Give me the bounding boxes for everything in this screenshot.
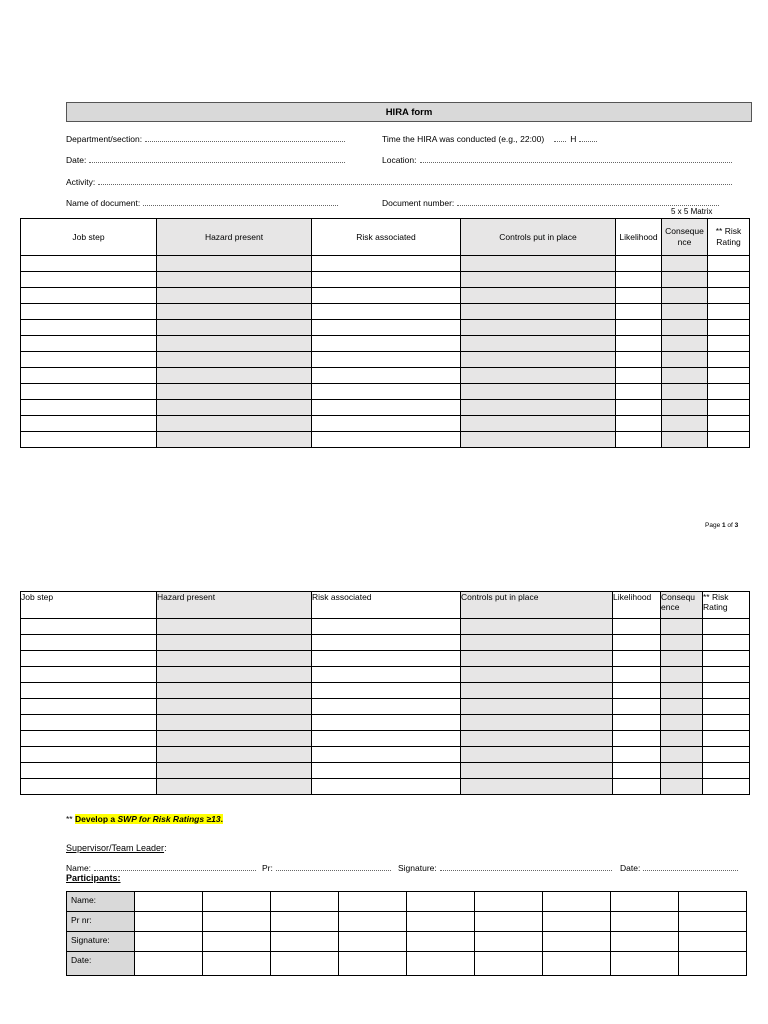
table-cell[interactable] [662,352,708,368]
participant-cell[interactable] [611,952,679,976]
table-cell[interactable] [157,384,312,400]
table-cell[interactable] [21,304,157,320]
table-cell[interactable] [312,715,461,731]
table-cell[interactable] [661,715,703,731]
supervisor-name-label: Name: [66,863,92,873]
date-input[interactable] [89,154,345,163]
participant-cell[interactable] [203,932,271,952]
table-cell[interactable] [157,699,312,715]
table-cell[interactable] [613,683,661,699]
table-cell[interactable] [616,400,662,416]
table-cell[interactable] [703,731,750,747]
table-cell[interactable] [21,715,157,731]
table-cell[interactable] [616,288,662,304]
table-cell[interactable] [613,747,661,763]
header-consequence: Conseque nce [662,219,708,256]
table-cell[interactable] [703,619,750,635]
table-cell[interactable] [661,619,703,635]
table-cell[interactable] [461,400,616,416]
table-cell[interactable] [703,651,750,667]
table-cell[interactable] [613,667,661,683]
participant-cell[interactable] [135,952,203,976]
table-header-row [21,219,750,256]
table-cell[interactable] [157,651,312,667]
supervisor-heading [66,843,167,853]
supervisor-date-input[interactable] [643,862,738,871]
table-row [21,432,750,448]
hira-table-page1 [20,218,750,448]
table-cell[interactable] [703,715,750,731]
table-cell[interactable] [613,779,661,795]
table-cell[interactable] [703,747,750,763]
participant-cell[interactable] [339,932,407,952]
table-cell[interactable] [21,779,157,795]
table-cell[interactable] [461,763,613,779]
table-cell[interactable] [157,320,312,336]
header-job-step: Job step [21,219,157,256]
participant-cell[interactable] [135,932,203,952]
supervisor-signature-label: Signature: [398,863,437,873]
table-cell[interactable] [312,699,461,715]
table-cell[interactable] [21,336,157,352]
participant-cell[interactable] [475,912,543,932]
table-row [21,272,750,288]
supervisor-name-input[interactable] [94,862,256,871]
participant-cell[interactable] [611,892,679,912]
participants-row-label: Pr nr: [67,912,135,932]
table-cell[interactable] [703,683,750,699]
table-cell[interactable] [312,336,461,352]
table-cell[interactable] [662,256,708,272]
table-cell[interactable] [21,667,157,683]
table-cell[interactable] [21,368,157,384]
participant-cell[interactable] [135,892,203,912]
table-cell[interactable] [616,432,662,448]
participant-cell[interactable] [271,952,339,976]
name-of-document-label: Name of document: [66,198,141,208]
table-cell[interactable] [157,336,312,352]
table-cell[interactable] [312,352,461,368]
table-cell[interactable] [312,635,461,651]
table-cell[interactable] [703,779,750,795]
table-cell[interactable] [461,619,613,635]
activity-input[interactable] [98,176,732,185]
time-field[interactable] [382,133,597,144]
table-cell[interactable] [312,683,461,699]
page-number-prefix: Page [705,522,722,529]
table-cell[interactable] [662,400,708,416]
table-cell[interactable] [616,320,662,336]
table-cell[interactable] [708,336,750,352]
document-number-label: Document number: [382,198,455,208]
table-cell[interactable] [157,416,312,432]
table-cell[interactable] [708,368,750,384]
table-cell[interactable] [461,416,616,432]
table-cell[interactable] [703,699,750,715]
table-cell[interactable] [21,352,157,368]
supervisor-pr-input[interactable] [276,862,391,871]
table-row [21,635,750,651]
table-cell[interactable] [616,384,662,400]
table-cell[interactable] [613,731,661,747]
time-unit-input[interactable] [579,133,597,142]
participant-cell[interactable] [543,932,611,952]
department-input[interactable] [145,133,345,142]
location-field[interactable] [382,154,732,165]
table-cell[interactable] [661,651,703,667]
table-row [21,384,750,400]
participant-cell[interactable] [203,892,271,912]
supervisor-pr-field[interactable] [262,862,391,873]
table-cell[interactable] [21,747,157,763]
table-cell[interactable] [312,416,461,432]
table-cell[interactable] [157,683,312,699]
table-cell[interactable] [661,699,703,715]
table-cell[interactable] [616,272,662,288]
participants-row [67,932,747,952]
table-cell[interactable] [661,635,703,651]
table-cell[interactable] [312,731,461,747]
activity-label: Activity: [66,177,96,187]
header-controls: Controls put in place [461,592,613,619]
table-cell[interactable] [312,667,461,683]
table-cell[interactable] [157,288,312,304]
table-row [21,731,750,747]
participants-row-label: Signature: [67,932,135,952]
time-input[interactable] [554,133,566,142]
table-cell[interactable] [662,304,708,320]
supervisor-heading-colon: : [164,843,167,853]
table-cell[interactable] [708,352,750,368]
table-cell[interactable] [157,619,312,635]
table-cell[interactable] [703,635,750,651]
table-cell[interactable] [21,731,157,747]
table-row [21,336,750,352]
participant-cell[interactable] [271,892,339,912]
table-cell[interactable] [21,699,157,715]
table-cell[interactable] [613,763,661,779]
table-row [21,683,750,699]
table-cell[interactable] [461,683,613,699]
table-cell[interactable] [616,352,662,368]
participant-cell[interactable] [679,932,747,952]
table-cell[interactable] [312,432,461,448]
location-label: Location: [382,155,417,165]
table-cell[interactable] [708,384,750,400]
table-cell[interactable] [708,432,750,448]
table-cell[interactable] [461,715,613,731]
participant-cell[interactable] [407,932,475,952]
note-text-start: Develop a [74,814,118,824]
department-field[interactable] [66,133,345,144]
participant-cell[interactable] [611,932,679,952]
participant-cell[interactable] [339,952,407,976]
table-cell[interactable] [21,288,157,304]
table-cell[interactable] [461,747,613,763]
table-cell[interactable] [461,432,616,448]
table-row [21,368,750,384]
table-cell[interactable] [157,400,312,416]
header-risk-rating: ** Risk Rating [703,592,750,619]
date-label: Date: [66,155,87,165]
participant-cell[interactable] [679,912,747,932]
page-number-current: 1 [722,522,726,529]
table-cell[interactable] [708,400,750,416]
table-cell[interactable] [157,667,312,683]
table-cell[interactable] [21,256,157,272]
table-row [21,304,750,320]
table-row [21,667,750,683]
table-cell[interactable] [21,416,157,432]
table-cell[interactable] [157,763,312,779]
swp-note [66,814,223,824]
table-cell[interactable] [21,683,157,699]
participant-cell[interactable] [407,892,475,912]
table-cell[interactable] [157,635,312,651]
table-cell[interactable] [662,416,708,432]
participant-cell[interactable] [611,912,679,932]
table-cell[interactable] [613,619,661,635]
table-cell[interactable] [461,256,616,272]
table-cell[interactable] [662,432,708,448]
name-of-document-field[interactable] [66,197,338,208]
time-label: Time the HIRA was conducted (e.g., 22:00) [382,134,545,144]
table-row [21,779,750,795]
page-number [705,522,738,529]
header-job-step: Job step [21,592,157,619]
table-row [21,256,750,272]
table-cell[interactable] [157,352,312,368]
table-row [21,288,750,304]
table-cell[interactable] [616,304,662,320]
table-cell[interactable] [21,763,157,779]
table-cell[interactable] [661,779,703,795]
table-cell[interactable] [461,667,613,683]
supervisor-date-field[interactable] [620,862,738,873]
table-cell[interactable] [613,651,661,667]
header-controls: Controls put in place [461,219,616,256]
supervisor-pr-label: Pr: [262,863,273,873]
table-cell[interactable] [461,635,613,651]
table-cell[interactable] [461,368,616,384]
table-cell[interactable] [21,400,157,416]
page-number-total: 3 [734,522,739,529]
table-cell[interactable] [312,779,461,795]
table-cell[interactable] [461,352,616,368]
table-cell[interactable] [661,683,703,699]
table-cell[interactable] [21,272,157,288]
table-cell[interactable] [613,715,661,731]
header-risk-rating: ** Risk Rating [708,219,750,256]
table-row [21,320,750,336]
table-cell[interactable] [461,304,616,320]
activity-field[interactable] [66,176,732,187]
participant-cell[interactable] [679,952,747,976]
table-cell[interactable] [21,384,157,400]
participant-cell[interactable] [543,952,611,976]
supervisor-heading-text: Supervisor/Team Leader [66,843,165,853]
table-cell[interactable] [157,747,312,763]
note-text-end: . [220,814,223,824]
supervisor-signature-input[interactable] [440,862,612,871]
table-cell[interactable] [708,320,750,336]
supervisor-name-field[interactable] [66,862,256,873]
table-row [21,715,750,731]
table-row [21,763,750,779]
table-cell[interactable] [461,320,616,336]
participant-cell[interactable] [543,912,611,932]
table-cell[interactable] [21,619,157,635]
table-cell[interactable] [461,384,616,400]
table-cell[interactable] [661,731,703,747]
header-risk-associated: Risk associated [312,219,461,256]
table-cell[interactable] [708,272,750,288]
table-cell[interactable] [703,763,750,779]
table-cell[interactable] [461,288,616,304]
table-cell[interactable] [662,320,708,336]
participant-cell[interactable] [135,912,203,932]
time-unit: H [570,134,577,144]
table-cell[interactable] [661,763,703,779]
participant-cell[interactable] [339,892,407,912]
department-label: Department/section: [66,134,143,144]
participants-table [66,891,747,976]
participant-cell[interactable] [475,932,543,952]
participants-row [67,912,747,932]
table-cell[interactable] [616,336,662,352]
table-cell[interactable] [703,667,750,683]
table-cell[interactable] [157,256,312,272]
table-cell[interactable] [461,699,613,715]
table-cell[interactable] [157,715,312,731]
table-header-row [21,592,750,619]
participant-cell[interactable] [679,892,747,912]
location-input[interactable] [420,154,732,163]
note-prefix: ** [66,814,75,824]
table-cell[interactable] [312,320,461,336]
matrix-label: 5 x 5 Matrix [671,207,713,216]
table-cell[interactable] [461,731,613,747]
table-cell[interactable] [312,272,461,288]
table-row [21,619,750,635]
document-number-input[interactable] [457,197,719,206]
participants-heading: Participants: [66,873,121,883]
participant-cell[interactable] [271,932,339,952]
note-text-em: SWP for Risk Ratings ≥13 [117,814,221,824]
supervisor-date-label: Date: [620,863,641,873]
participant-cell[interactable] [407,912,475,932]
participant-cell[interactable] [475,892,543,912]
participant-cell[interactable] [271,912,339,932]
table-cell[interactable] [616,416,662,432]
header-likelihood: Likelihood [613,592,661,619]
participant-cell[interactable] [407,952,475,976]
table-cell[interactable] [461,651,613,667]
table-cell[interactable] [157,779,312,795]
table-cell[interactable] [21,432,157,448]
participant-cell[interactable] [475,952,543,976]
table-cell[interactable] [708,304,750,320]
header-hazard-present: Hazard present [157,592,312,619]
table-cell[interactable] [613,699,661,715]
table-cell[interactable] [662,288,708,304]
page-number-middle: of [725,522,735,529]
table-cell[interactable] [461,779,613,795]
table-cell[interactable] [461,272,616,288]
table-cell[interactable] [661,747,703,763]
header-risk-associated: Risk associated [312,592,461,619]
table-row [21,699,750,715]
table-cell[interactable] [21,635,157,651]
document-number-field[interactable] [382,197,719,208]
table-cell[interactable] [312,384,461,400]
table-cell[interactable] [312,619,461,635]
table-cell[interactable] [461,336,616,352]
table-cell[interactable] [662,368,708,384]
participants-row-label: Date: [67,952,135,976]
table-cell[interactable] [708,416,750,432]
note-highlight [75,814,223,824]
table-cell[interactable] [157,304,312,320]
table-cell[interactable] [613,635,661,651]
table-cell[interactable] [662,272,708,288]
table-cell[interactable] [312,400,461,416]
table-cell[interactable] [662,384,708,400]
table-cell[interactable] [708,256,750,272]
participant-cell[interactable] [339,912,407,932]
name-of-document-input[interactable] [143,197,338,206]
form-title: HIRA form [66,102,752,122]
table-cell[interactable] [157,272,312,288]
hira-table-page2 [20,591,750,795]
table-cell[interactable] [616,368,662,384]
participant-cell[interactable] [543,892,611,912]
table-row [21,352,750,368]
participant-cell[interactable] [203,952,271,976]
date-field[interactable] [66,154,345,165]
header-consequence: Consequ ence [661,592,703,619]
table-cell[interactable] [21,651,157,667]
table-row [21,416,750,432]
table-cell[interactable] [157,731,312,747]
table-cell[interactable] [312,368,461,384]
table-cell[interactable] [312,256,461,272]
supervisor-signature-field[interactable] [398,862,612,873]
table-cell[interactable] [312,747,461,763]
header-likelihood: Likelihood [616,219,662,256]
table-cell[interactable] [157,368,312,384]
table-cell[interactable] [157,432,312,448]
header-hazard-present: Hazard present [157,219,312,256]
table-row [21,651,750,667]
participants-row [67,952,747,976]
table-cell[interactable] [708,288,750,304]
table-row [21,400,750,416]
table-cell[interactable] [312,763,461,779]
table-row [21,747,750,763]
table-cell[interactable] [21,320,157,336]
participants-row [67,892,747,912]
table-cell[interactable] [312,304,461,320]
table-cell[interactable] [661,667,703,683]
table-cell[interactable] [662,336,708,352]
participants-row-label: Name: [67,892,135,912]
table-cell[interactable] [312,288,461,304]
participant-cell[interactable] [203,912,271,932]
table-cell[interactable] [616,256,662,272]
table-cell[interactable] [312,651,461,667]
